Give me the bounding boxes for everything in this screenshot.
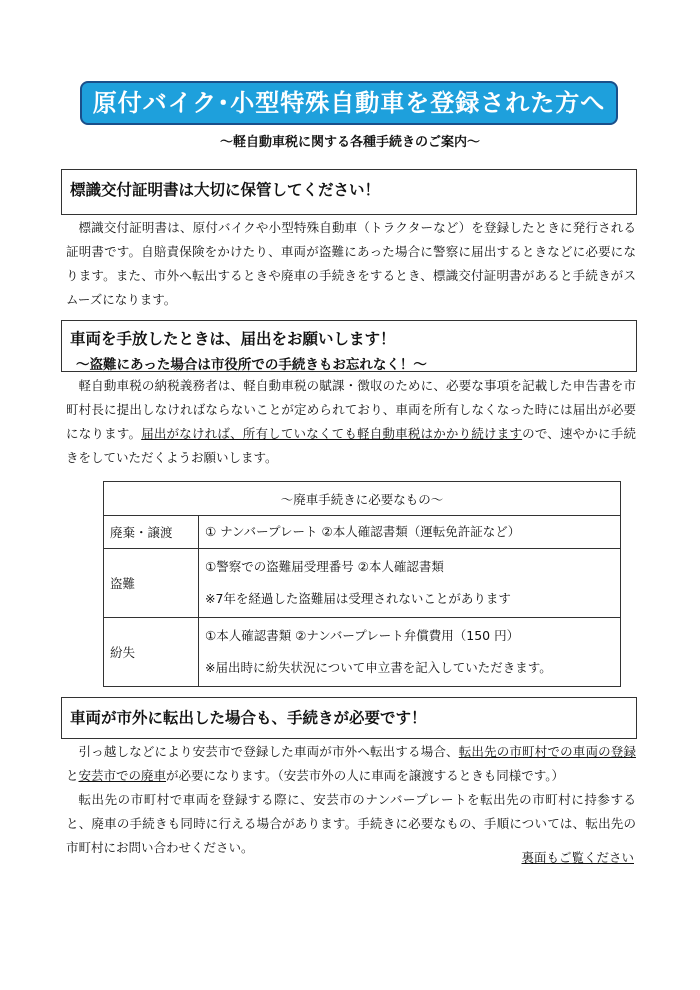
section2-heading-box: [61, 320, 637, 372]
section3-paragraph-2: 転出先の市町村で車両を登録する際に、安芸市のナンバープレートを転出先の市町村に持参すると、廃車の手続きも同時に行える場合があります。手続きに必要なもの、手順については、転出先の市町村にお問い合わせください。: [66, 792, 636, 855]
section3-heading: 車両が市外に転出した場合も、手続きが必要です！: [70, 709, 427, 727]
section2-subheading: ～盗難にあった場合は市役所での手続きもお忘れなく！～: [76, 357, 427, 373]
see-reverse-note: 裏面もご覧ください: [521, 850, 634, 865]
section2-body: [66, 374, 636, 470]
section3-paragraph-1: [66, 740, 636, 788]
section1-body: [66, 216, 636, 312]
disposal-requirements-table: [103, 481, 621, 687]
table-row: [104, 618, 621, 687]
section3-underlined-deregister: 安芸市での廃車: [78, 768, 167, 783]
section2-underlined-text: 届出がなければ、所有していなくても軽自動車税はかかり続けます: [141, 426, 523, 441]
row-line: ①警察での盗難届受理番号 ②本人確認書類: [205, 559, 444, 574]
row-label-lost: 紛失: [104, 618, 199, 687]
section2-text-b: ので、速やかに手続きをしていただくようお願いします。: [66, 426, 636, 465]
section2-paragraph: [66, 374, 636, 470]
section3-underlined-register: 転出先の市町村での車両の登録: [458, 744, 636, 759]
row-label-theft: 盗難: [104, 549, 199, 618]
row-line: ① ナンバープレート ②本人確認書類（運転免許証など）: [205, 524, 521, 539]
page-subtitle: ～軽自動車税に関する各種手続きのご案内～: [219, 135, 480, 150]
row-label-disposal: 廃棄・譲渡: [104, 516, 199, 549]
section3-text-b: と: [66, 768, 79, 783]
page-title: 原付バイク･小型特殊自動車を登録された方へ: [80, 81, 618, 125]
section3-text-c: が必要になります。（安芸市外の人に車両を譲渡するときも同様です。）: [166, 768, 565, 783]
row-content-theft: [199, 549, 621, 618]
row-line: ①本人確認書類 ②ナンバープレート弁償費用（150 円）: [205, 628, 520, 643]
table-row: [104, 549, 621, 618]
row-content-lost: [199, 618, 621, 687]
table-header: ～廃車手続きに必要なもの～: [104, 482, 621, 516]
section1-heading-box: [61, 169, 637, 215]
row-note: ※届出時に紛失状況について申立書を記入していただきます。: [205, 660, 552, 675]
row-note: ※7年を経過した盗難届は受理されないことがあります: [205, 591, 511, 606]
row-content-disposal: [199, 516, 621, 549]
section1-heading: 標識交付証明書は大切に保管してください！: [70, 181, 381, 199]
section2-heading: 車両を手放したときは、届出をお願いします！: [70, 330, 396, 348]
section1-paragraph: 標識交付証明書は、原付バイクや小型特殊自動車（トラクターなど）を登録したときに発行される証明書です。自賠責保険をかけたり、車両が盗難にあった場合に警察に届出するときなどに必要になります。また、市外へ転出するときや廃車の手続きをするとき、標識交付証明書があると手続きがスムーズになります。: [66, 220, 636, 307]
section3-text-a: 引っ越しなどにより安芸市で登録した車両が市外へ転出する場合、: [78, 744, 459, 759]
section3-heading-box: [61, 697, 637, 739]
section2-text-a: 軽自動車税の納税義務者は、軽自動車税の賦課・徴収のために、必要な事項を記載した申告書を市町村長に提出しなければならないことが定められており、車両を所有しなくなった時には届出が必要になります。: [66, 378, 636, 441]
table-row: [104, 516, 621, 549]
section3-body: [66, 740, 636, 860]
